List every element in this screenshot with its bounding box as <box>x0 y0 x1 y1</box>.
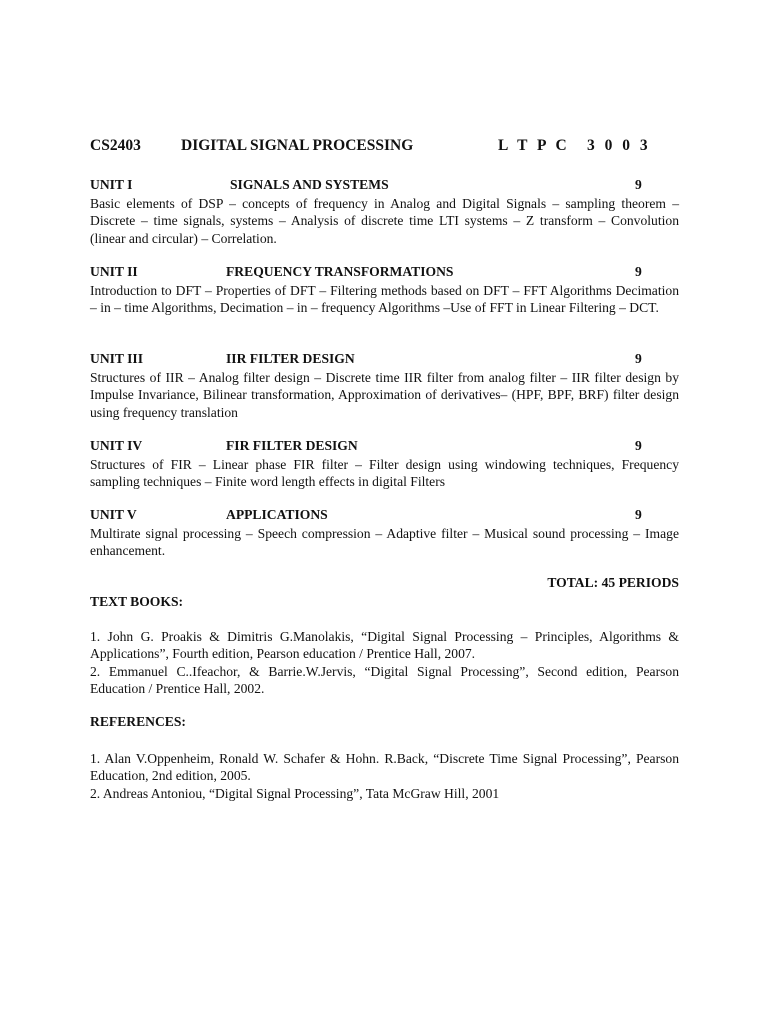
unit-content: Structures of IIR – Analog filter design – Discrete time IIR filter from analog filter – IIR filter design by Impulse Invariance, Bilinear transformation, Approximation of derivatives– (HPF, BPF, BRF) filter design using frequency translation <box>90 370 679 420</box>
unit-content: Basic elements of DSP – concepts of frequency in Analog and Digital Signals – sampling theorem – Discrete – time signals, systems – Analysis of discrete time LTI systems – Z transform – Convolution (linear and circular) – Correlation. <box>90 196 679 246</box>
text-book-item: 1. John G. Proakis & Dimitris G.Manolakis, “Digital Signal Processing – Principles, Algorithms & Applications”, Fourth edition, Pearson education / Prentice Hall, 2007. <box>90 629 679 662</box>
ltpc-label: L T P C <box>498 137 570 154</box>
unit-hours: 9 <box>635 507 642 522</box>
unit-heading <box>90 507 679 525</box>
ltpc-credits: 3 0 0 3 <box>587 137 651 154</box>
unit-hours: 9 <box>635 351 642 366</box>
unit-5 <box>90 507 679 560</box>
unit-number: UNIT V <box>90 507 137 522</box>
text-book-item: 2. Emmanuel C..Ifeachor, & Barrie.W.Jervis, “Digital Signal Processing”, Second edition, Pearson Education / Prentice Hall, 2002. <box>90 663 679 696</box>
course-title: DIGITAL SIGNAL PROCESSING <box>181 137 414 154</box>
unit-heading <box>90 264 679 282</box>
unit-number: UNIT II <box>90 264 138 279</box>
unit-3 <box>90 351 679 421</box>
unit-hours: 9 <box>635 438 642 453</box>
unit-content: Multirate signal processing – Speech compression – Adaptive filter – Musical sound processing – Image enhancement. <box>90 526 679 559</box>
syllabus-page <box>90 0 679 1024</box>
unit-name: FREQUENCY TRANSFORMATIONS <box>226 264 454 279</box>
references-list <box>90 750 679 802</box>
unit-name: APPLICATIONS <box>226 507 328 522</box>
unit-content: Structures of FIR – Linear phase FIR filter – Filter design using windowing techniques, Frequency sampling techniques – Finite word length effects in digital Filters <box>90 457 679 490</box>
unit-heading <box>90 438 679 456</box>
reference-item: 2. Andreas Antoniou, “Digital Signal Processing”, Tata McGraw Hill, 2001 <box>90 785 500 801</box>
text-books-list <box>90 628 679 697</box>
unit-content: Introduction to DFT – Properties of DFT – Filtering methods based on DFT – FFT Algorithms Decimation – in – time Algorithms, Decimation – in – frequency Algorithms –Use of FFT in Linear Filtering – DCT. <box>90 283 679 316</box>
text-books-heading: TEXT BOOKS: <box>90 594 184 609</box>
unit-number: UNIT III <box>90 351 144 366</box>
unit-2 <box>90 264 679 317</box>
unit-heading <box>90 351 679 369</box>
unit-name: FIR FILTER DESIGN <box>226 438 358 453</box>
unit-hours: 9 <box>635 177 642 192</box>
unit-1 <box>90 177 679 247</box>
references-heading: REFERENCES: <box>90 714 186 729</box>
course-code: CS2403 <box>90 137 141 154</box>
unit-number: UNIT IV <box>90 438 143 453</box>
unit-number: UNIT I <box>90 177 133 192</box>
course-header <box>90 137 679 159</box>
unit-name: IIR FILTER DESIGN <box>226 351 355 366</box>
unit-hours: 9 <box>635 264 642 279</box>
total-periods: TOTAL: 45 PERIODS <box>547 575 679 590</box>
unit-name: SIGNALS AND SYSTEMS <box>230 177 389 192</box>
reference-item: 1. Alan V.Oppenheim, Ronald W. Schafer & Hohn. R.Back, “Discrete Time Signal Processing”, Pearson Education, 2nd edition, 2005. <box>90 751 679 784</box>
unit-4 <box>90 438 679 491</box>
unit-heading <box>90 177 679 195</box>
